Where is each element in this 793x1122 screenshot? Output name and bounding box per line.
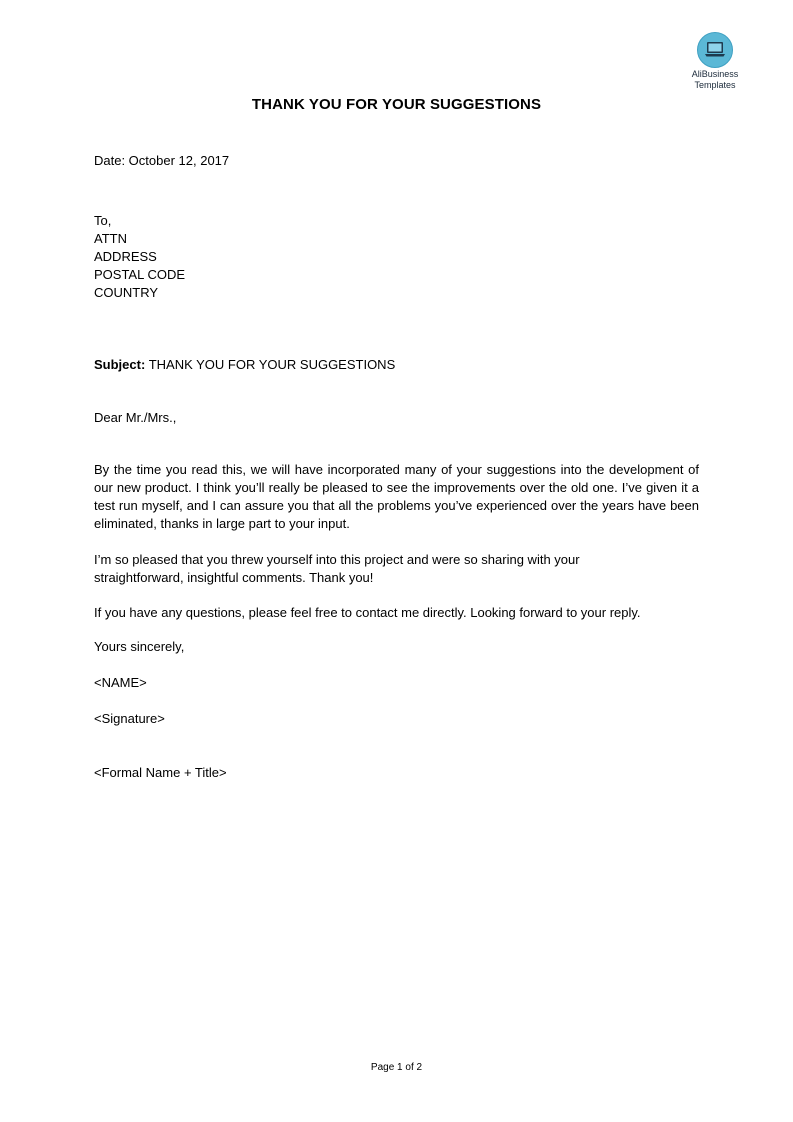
subject-label: Subject: [94,357,146,372]
letter-date: Date: October 12, 2017 [94,153,230,168]
formal-name-placeholder: <Formal Name + Title> [94,765,227,780]
laptop-icon [697,32,733,68]
page-number: Page 1 of 2 [370,1062,423,1073]
subject-text: THANK YOU FOR YOUR SUGGESTIONS [148,357,396,372]
body-paragraph-3: If you have any questions, please feel free to contact me directly. Looking forward to your reply. [94,605,641,620]
signature-placeholder: <Signature> [94,711,165,726]
brand-logo [682,32,748,90]
salutation: Dear Mr./Mrs., [94,410,177,425]
logo-text-line2: Templates [694,80,736,90]
body-paragraph-2-line-1: I’m so pleased that you threw yourself into this project and were so sharing with your [94,552,580,567]
recipient-to: To, [94,213,112,228]
recipient-postal-code: POSTAL CODE [94,267,186,282]
body-paragraph-2-line-2: straightforward, insightful comments. Thank you! [94,570,374,585]
body-paragraph-1: By the time you read this, we will have incorporated many of your suggestions into the development of our new product. I think you’ll really be pleased to see the improvements over the old one. I’ve given it a test run myself, and I can assure you that all the problems you’ve experienced over the years have been eliminated, thanks in large part to your input. [94,462,699,531]
subject-line [94,356,395,374]
recipient-address: ADDRESS [94,249,157,264]
logo-text-line1: AliBusiness [691,69,739,79]
recipient-country: COUNTRY [94,285,159,300]
recipient-attn: ATTN [94,231,127,246]
name-placeholder: <NAME> [94,675,147,690]
page-title: THANK YOU FOR YOUR SUGGESTIONS [251,96,542,113]
closing: Yours sincerely, [94,639,185,654]
